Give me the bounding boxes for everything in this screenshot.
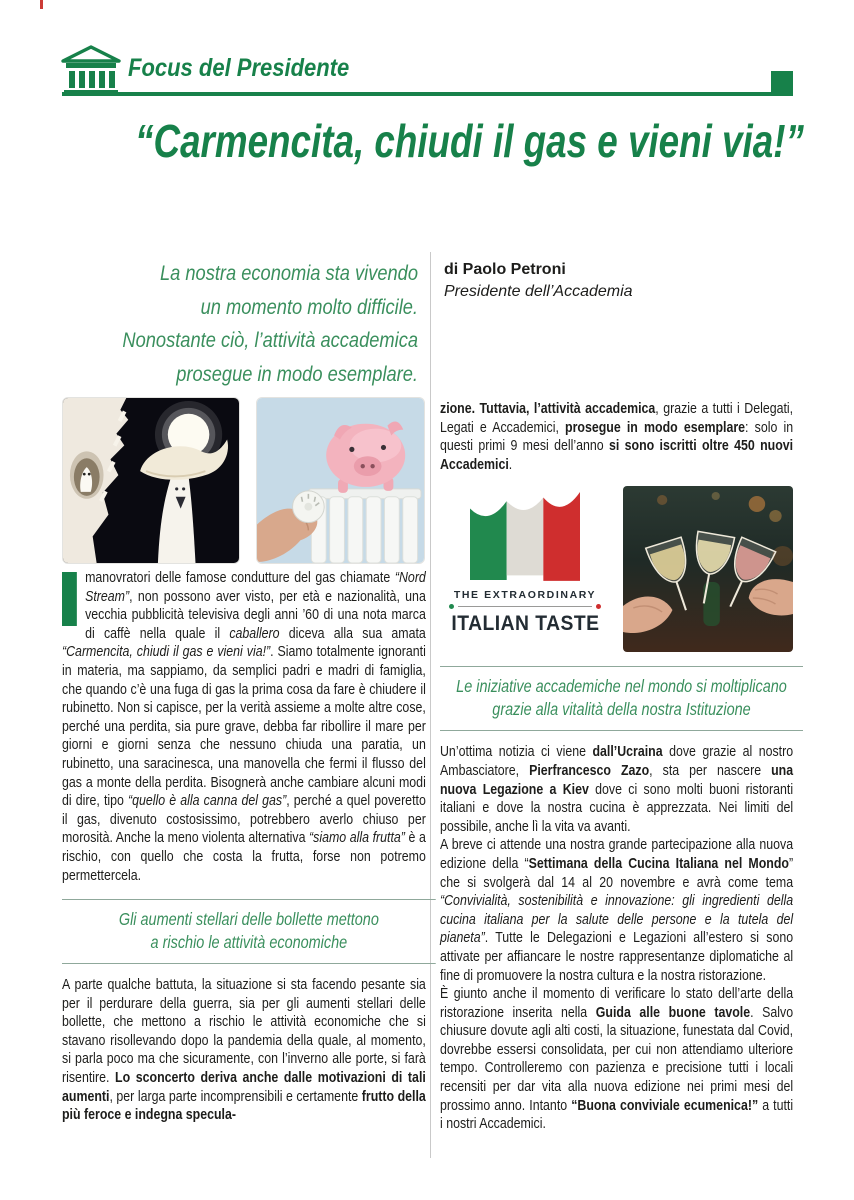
subhead-line: a rischio le attività economiche [150,932,348,953]
quote-line: Nonostante ciò, l’attività accademica [122,328,418,352]
green-dot-icon [449,604,454,609]
paragraph: È giunto anche il momento di verificare lo stato dell’arte della ristorazione inserita nella Guida alle buone tavole. Salvo chiusure dovute agli alti costi, la situazione, funestata dal Covid, dovrebbe essersi consolidata, per cui non attendiamo ulteriore tempo. Controlleremo con pazienza e precisione tutti i locali recensiti per dar vita alla nuova edizione nei primi mesi del prossimo anno. Intanto “Buona conviviale ecumenica!” a tutti i nostri Accademici. [440,985,794,1133]
quote-line: prosegue in modo esemplare. [176,361,418,386]
header-rule-endcap [771,71,793,93]
red-dot-icon [596,604,601,609]
divider-line [458,606,592,607]
right-image-row [440,486,793,652]
quote-line: un momento molto difficile. [200,294,418,319]
right-subhead [440,666,803,731]
italian-flag-icon [470,490,580,582]
section-title: Focus del Presidente [128,54,350,82]
paragraph: Un’ottima notizia ci viene dall’Ucraina dove grazie al nostro Ambasciatore, Pierfrancesco Zazo, sta per nascere una nuova Legazione a Kiev dove ci sono molti buoni ristoranti italiani e dove la nostra cucina è apprezzata. Nei limiti del possibile, anche lì la vita va avanti. [440,743,794,835]
carosello-carmencita-photo [62,397,240,564]
piggybank-radiator-photo [256,397,425,564]
drop-cap-i [62,572,77,626]
logo-line1: THE EXTRAORDINARY [453,589,597,602]
paragraph: A breve ci attende una nostra grande partecipazione alla nuova edizione della “Settimana della Cucina Italiana nel Mondo” che si svolgerà dal 14 al 20 novembre e avrà come tema “Convivialità, sostenibilità e innovazione: gli ingredienti della cucina italiana per la salute delle persone e la tutela del pianeta”. Tutte le Delegazioni e Legazioni all’estero si sono attivate per affiancare le nostre rappresentanze diplomatiche al fine di promuovere la nostra cultura e la nostra ristorazione. [440,836,794,984]
header-rule [62,92,793,96]
intro-quote [63,257,418,391]
byline [444,259,633,303]
left-column [62,569,426,1125]
logo-line2: ITALIAN TASTE [450,612,600,636]
paragraph: manovratori delle famose condutture del gas chiamate “Nord Stream”, non possono aver visto, per età e nazionalità, una vecchia pubblicità televisiva degli anni ’60 di una nota marca di caffè nella quale il caballero diceva alla sua amata “Carmencita, chiudi il gas e vieni via!”. Siamo totalmente ignoranti in materia, ma sappiamo, da semplici padri e madri di famiglia, che quando c’è una fuga di gas la prima cosa da fare è chiudere il rubinetto. Non si capisce, per la verità assieme a molte altre cose, perché una perdita, sia pure grave, debba far ribollire il mare per giorni e giorni senza che nessuno chiuda una paratia, un rubinetto, una saracinesca, una manovella che fermi il flusso del gas a monte della perdita. Bisognerà anche cambiare alcuni modi di dire, tipo “quello è alla canna del gas”, perché a quel poveretto il gas, divenuto costosissimo, potrebbero averlo chiuso per morosità. Anche la meno violenta alternativa “siamo alla frutta” è a rischio, con quello che costa la frutta, forse non potremo permettercela. [62,569,426,884]
right-column [440,400,793,1134]
logo-divider [449,604,601,609]
article-title: “Carmencita, chiudi il gas e vieni via!” [135,115,804,167]
column-divider [430,252,431,1158]
quote-line: La nostra economia sta vivendo [159,261,418,285]
extraordinary-italian-taste-logo [440,486,610,652]
paragraph: zione. Tuttavia, l’attività accademica, grazie a tutti i Delegati, Legati e Accademici, prosegue in modo esemplare: solo in questi primi 9 mesi dell’anno si sono iscritti oltre 450 nuovi Accademici. [440,400,794,473]
wine-toast-photo [623,486,793,652]
subhead-line: Le iniziative accademiche nel mondo si moltiplicano [456,676,787,697]
print-crop-mark [40,0,43,9]
subhead-line: Gli aumenti stellari delle bollette mettono [118,909,379,930]
subhead-line: grazie alla vitalità della nostra Istituzione [492,699,751,720]
temple-icon [60,44,122,98]
author-name: di Paolo Petroni [444,261,566,278]
paragraph: A parte qualche battuta, la situazione si sta facendo pesante sia per il perdurare della guerra, sia per gli aumenti stellari delle bollette, che mettono a rischio le attività economiche che si stavano risollevando dopo la pandemia della quale, al momento, si parla poco ma che sicuramente, con l’inverno alle porte, si farà risentire. Lo sconcerto deriva anche dalle motivazioni di tali aumenti, per larga parte incomprensibili e certamente frutto della più feroce e indegna specula- [62,976,426,1124]
author-role: Presidente dell’Accademia [444,283,633,300]
left-subhead [62,899,436,964]
